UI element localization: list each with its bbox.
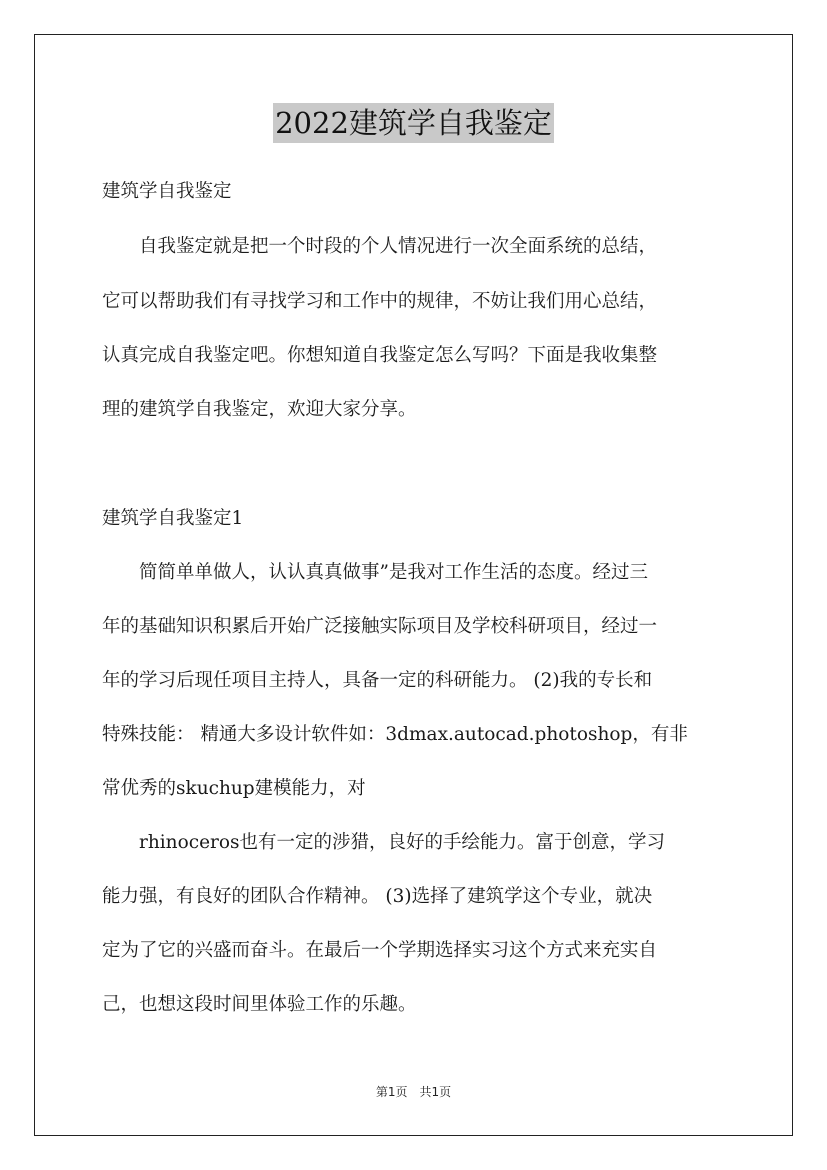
section1b-line-2: 能力强，有良好的团队合作精神。 (3)选择了建筑学这个专业，就决 (102, 886, 653, 907)
intro-line-1: 自我鉴定就是把一个时段的个人情况进行一次全面系统的总结， (102, 236, 658, 257)
section1b-line-4: 己，也想这段时间里体验工作的乐趣。 (102, 994, 417, 1015)
intro-line-4: 理的建筑学自我鉴定，欢迎大家分享。 (102, 399, 417, 420)
section1b-line-1: rhinoceros也有一定的涉猎，良好的手绘能力。富于创意，学习 (102, 832, 666, 853)
intro-line-3: 认真完成自我鉴定吧。你想知道自我鉴定怎么写吗？下面是我收集整 (102, 345, 658, 366)
page-footer: 第1页 共1页 (375, 1085, 452, 1099)
intro-line-2: 它可以帮助我们有寻找学习和工作中的规律，不妨让我们用心总结， (102, 291, 658, 312)
section1-line-3: 年的学习后现任项目主持人，具备一定的科研能力。 (2)我的专长和 (102, 670, 653, 691)
section1-line-5: 常优秀的skuchup建模能力，对 (102, 778, 366, 799)
document-title: 2022建筑学自我鉴定 (273, 103, 554, 143)
intro-heading: 建筑学自我鉴定 (102, 181, 232, 202)
section1-heading: 建筑学自我鉴定1 (102, 508, 244, 529)
section1-line-4: 特殊技能： 精通大多设计软件如：3dmax.autocad.photoshop，有非 (102, 724, 688, 745)
section1-line-1: 简简单单做人，认认真真做事”是我对工作生活的态度。经过三 (102, 562, 648, 583)
document-title-wrap (0, 103, 827, 143)
section1-line-2: 年的基础知识积累后开始广泛接触实际项目及学校科研项目，经过一 (102, 616, 658, 637)
section1b-line-3: 定为了它的兴盛而奋斗。在最后一个学期选择实习这个方式来充实自 (102, 940, 658, 961)
